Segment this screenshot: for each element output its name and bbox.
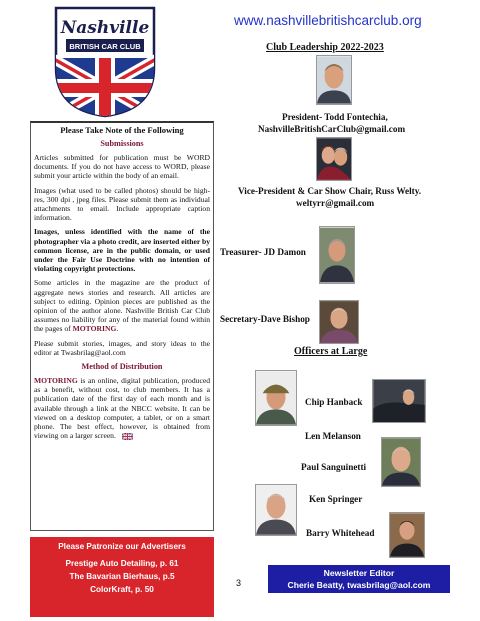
- secretary-label: Secretary-Dave Bishop: [220, 314, 310, 324]
- officer-name-ken-springer: Ken Springer: [309, 494, 363, 504]
- advertiser-item[interactable]: ColorKraft, p. 50: [90, 585, 154, 594]
- leadership-title: Club Leadership 2022-2023: [266, 42, 384, 53]
- officer-name-barry-whitehead: Barry Whitehead: [306, 528, 375, 538]
- method-heading: Method of Distribution: [81, 362, 163, 372]
- club-logo: [52, 6, 158, 118]
- notice-paragraph-5: Please submit stories, images, and story ideas to the editor at Twasbrilag@aol.com: [34, 338, 210, 357]
- officer-name-len-melanson: Len Melanson: [305, 431, 361, 441]
- vice-president-photo: [316, 137, 352, 181]
- editor-title: Newsletter Editor: [323, 568, 395, 578]
- notice-heading: Please Take Note of the Following: [60, 125, 184, 135]
- motoring-label: MOTORING: [34, 376, 78, 386]
- officers-title: Officers at Large: [294, 346, 368, 357]
- notice-paragraph-4: Some articles in the magazine are the product of aggregate news stories and research. All articles are subject to editing. Opinion pieces are published as the opinion of the author alone. Nashville British Car Club assumes no liability for any of the material found within the pages of MOTORING.: [34, 278, 210, 334]
- advertiser-item[interactable]: The Bavarian Bierhaus, p.5: [69, 572, 175, 581]
- officer-photo-len-melanson: [372, 379, 426, 423]
- officer-photo-barry-whitehead: [389, 512, 425, 558]
- secretary-photo: [319, 300, 359, 344]
- president-line-1: President- Todd Fontechia,: [282, 112, 388, 122]
- notice-paragraph-2: Images (what used to be called photos) should be high-res, 300 dpi , jpeg files. Please submit them as individual attachments to email. Include appropriate caption information.: [34, 185, 210, 223]
- officer-name-paul-sanguinetti: Paul Sanguinetti: [301, 462, 367, 472]
- vice-president-email[interactable]: weltyrr@gmail.com: [296, 198, 375, 208]
- officer-photo-paul-sanguinetti: [381, 437, 421, 487]
- union-flag-icon: [122, 433, 133, 440]
- officer-photo-chip-hanback: [255, 370, 297, 426]
- notice-panel: [30, 121, 214, 531]
- logo-wordmark: Nashville: [60, 18, 150, 38]
- editor-contact[interactable]: Cherie Beatty, twasbrilag@aol.com: [287, 580, 431, 590]
- treasurer-label: Treasurer- JD Damon: [220, 247, 306, 257]
- advertiser-item[interactable]: Prestige Auto Detailing, p. 61: [65, 559, 179, 568]
- officer-photo-ken-springer: [255, 484, 297, 536]
- officer-name-chip-hanback: Chip Hanback: [305, 397, 363, 407]
- president-photo: [316, 55, 352, 105]
- notice-paragraph-3: Images, unless identified with the name of the photographer via a photo credit, are inserted either by common license, are in the public domain, or used under the Fair Use Doctrine with no intention of violating copyright protections.: [34, 227, 210, 274]
- notice-paragraph-1: Articles submitted for publication must be WORD documents. If you do not have access to WORD, please submit your article within the body of an email.: [34, 153, 210, 181]
- page-number: 3: [236, 578, 242, 588]
- advertisers-box: [30, 537, 214, 617]
- notice-paragraph-6: MOTORING is an online, digital publication, produced as a benefit, without cost, to club members. It has a publication date of the first day of each month and is available through a link at the NBCC website. It can be viewed on a desktop computer, a tablet, or on a smart phone. The best effect, however, is obtained from viewing on a larger screen.: [34, 376, 210, 441]
- logo-subtitle: BRITISH CAR CLUB: [69, 42, 141, 51]
- vice-president-line-1: Vice-President & Car Show Chair, Russ Welty.: [238, 186, 422, 196]
- motoring-label: MOTORING: [72, 324, 117, 334]
- newsletter-editor-box: [268, 565, 450, 593]
- website-link[interactable]: www.nashvillebritishcarclub.org: [234, 13, 422, 28]
- president-email[interactable]: NashvilleBritishCarClub@gmail.com: [258, 124, 406, 134]
- advertisers-heading: Please Patronize our Advertisers: [58, 542, 186, 551]
- submissions-heading: Submissions: [100, 139, 144, 148]
- treasurer-photo: [319, 226, 355, 284]
